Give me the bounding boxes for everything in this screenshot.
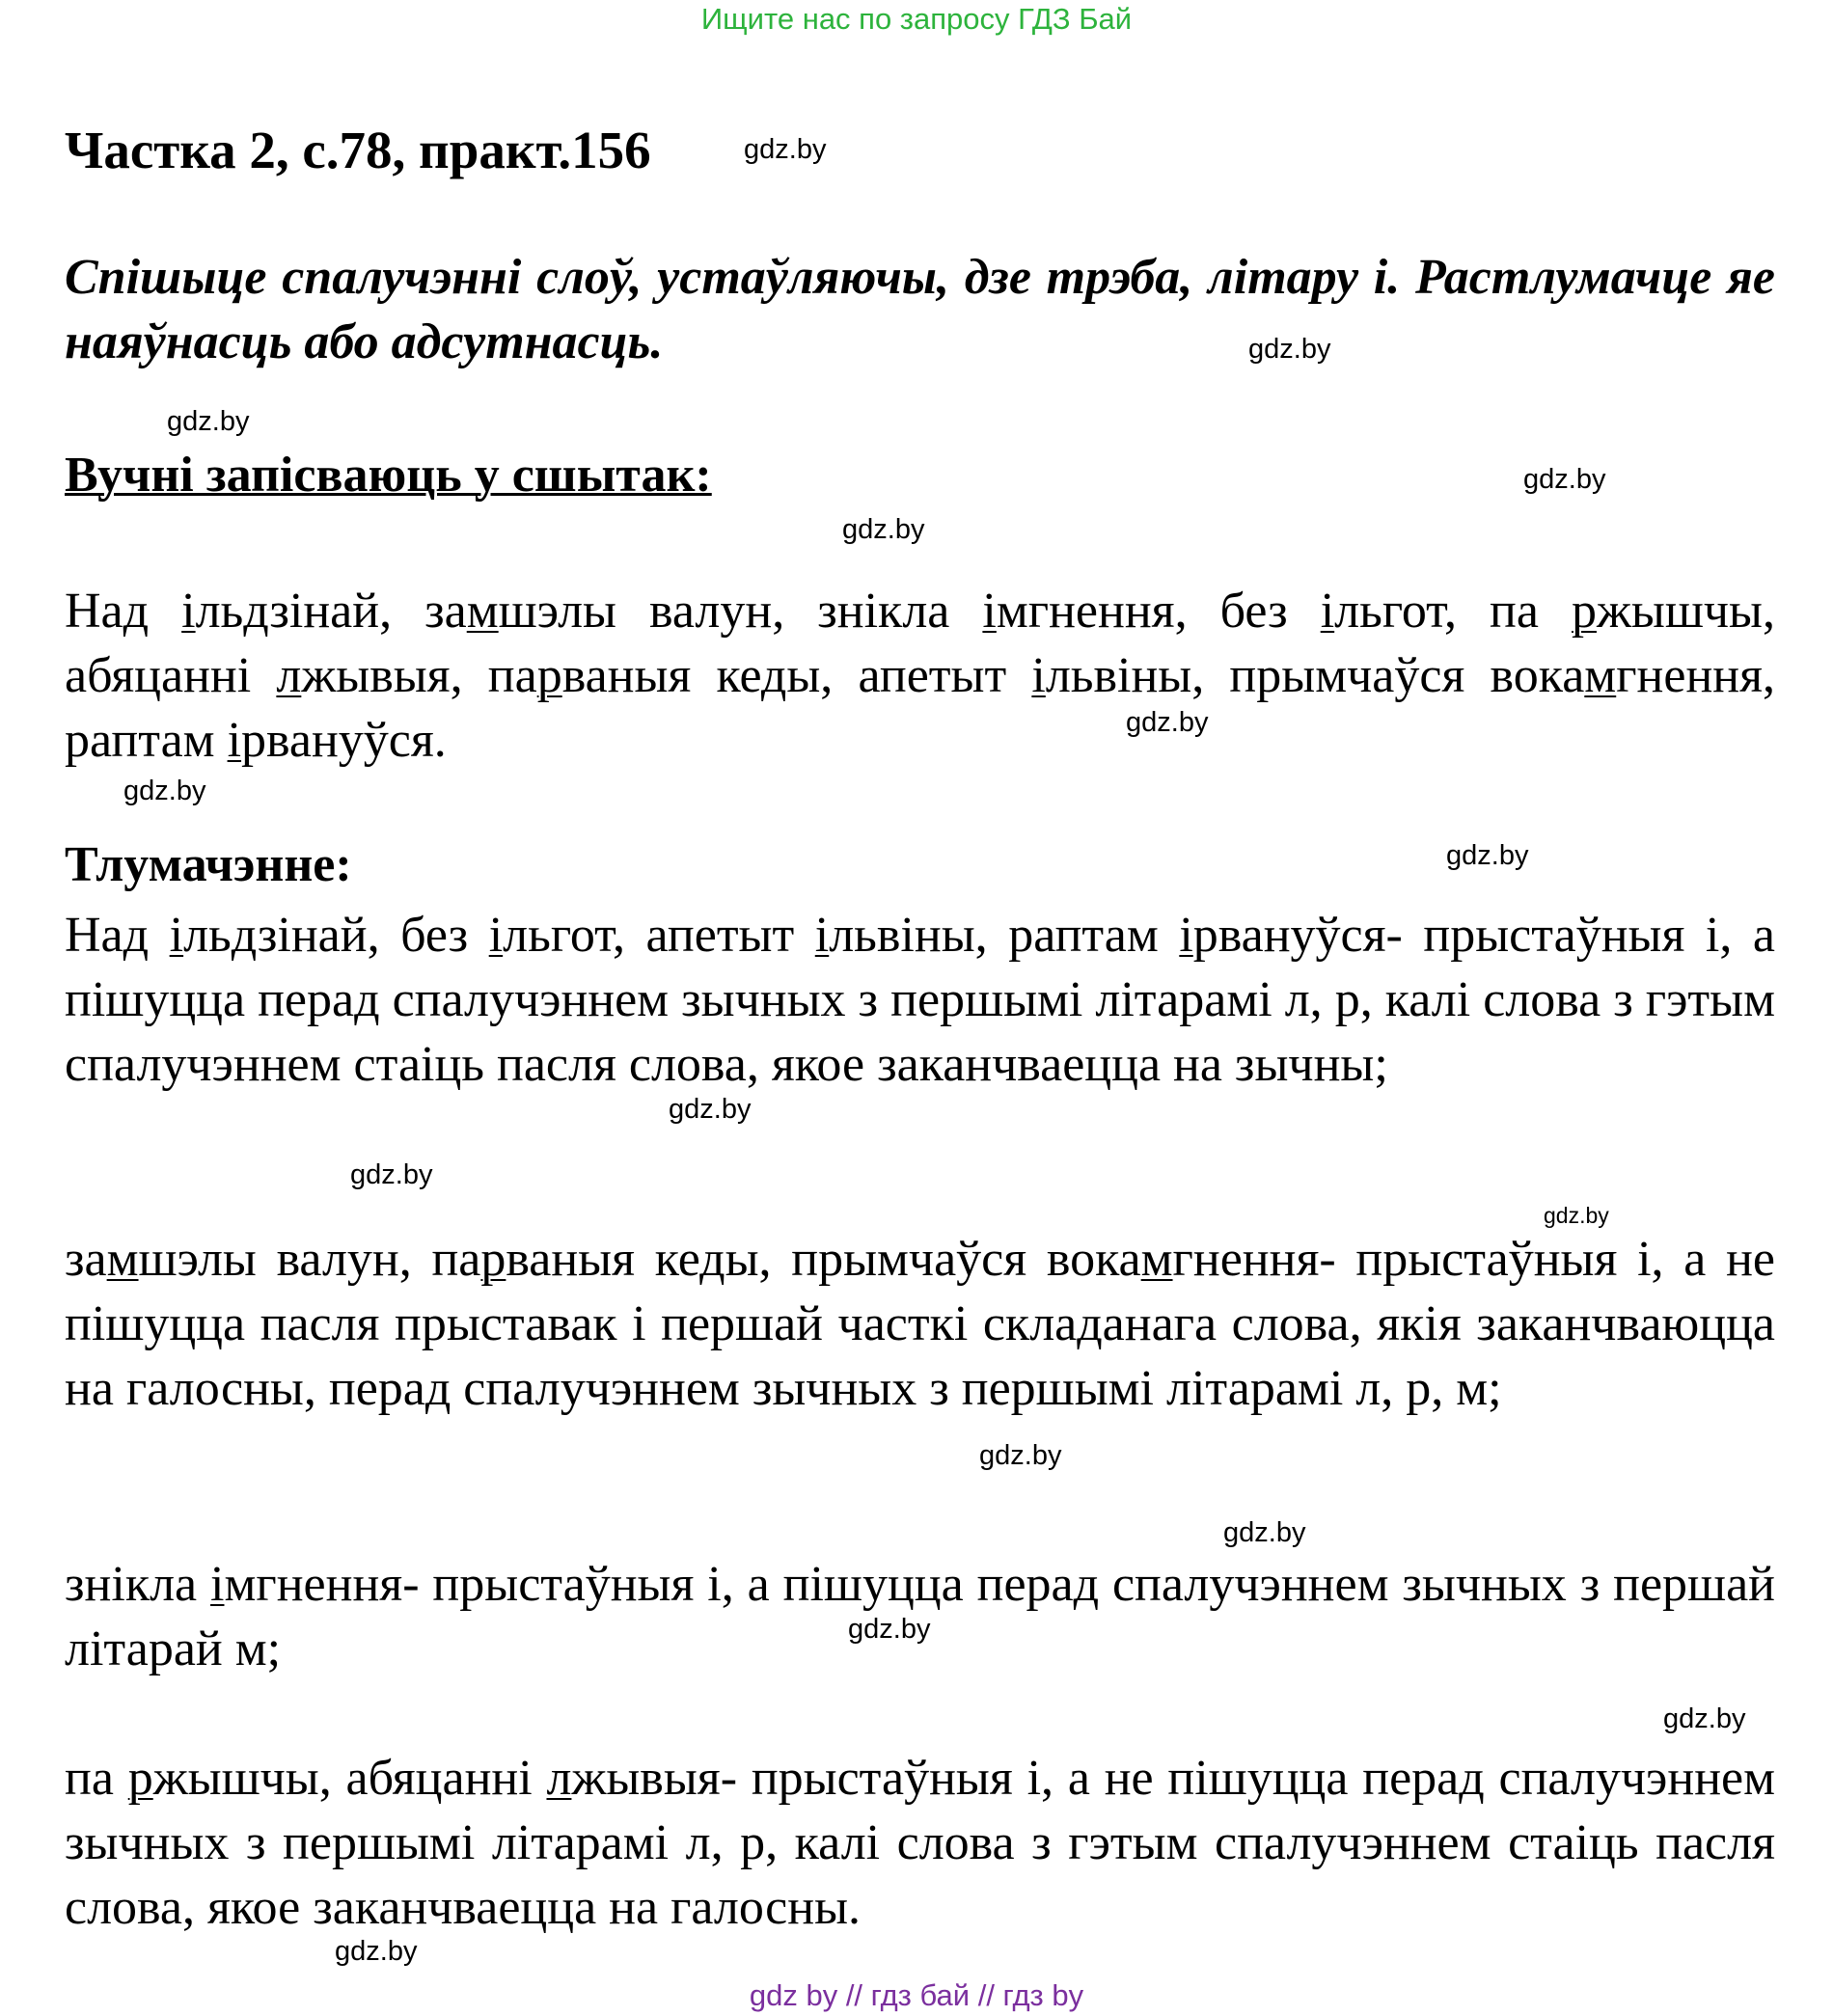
underlined-letter: р xyxy=(536,648,562,703)
watermark: gdz.by xyxy=(335,1936,418,1967)
watermark: gdz.by xyxy=(1523,464,1606,495)
underlined-letter: м xyxy=(466,584,499,639)
watermark: gdz.by xyxy=(350,1159,433,1190)
underlined-letter: л xyxy=(546,1751,572,1806)
underlined-letter: м xyxy=(106,1232,139,1287)
watermark: gdz.by xyxy=(979,1440,1062,1471)
underlined-letter: і xyxy=(1179,908,1193,963)
explanation-paragraph-2: замшэлы валун, парваныя кеды, прымчаўся вокамгнення- прыстаўныя і, а не пішуцца пасля прыставак і першай часткі складанага слова, якія заканчваюцца на галосны, перад спалучэннем зычных з першымі літарамі л, р, м; xyxy=(65,1232,1776,1416)
explanation-paragraph-3: знікла імгнення- прыстаўныя і, а пішуцца перад спалучэннем зычных з першай літарай м; xyxy=(65,1557,1775,1676)
watermark: gdz.by xyxy=(1126,707,1209,738)
watermark: gdz.by xyxy=(1663,1703,1746,1734)
footer-links: gdz by // гдз бай // гдз by xyxy=(749,1978,1084,2012)
underlined-letter: і xyxy=(488,908,504,963)
watermark: gdz.by xyxy=(167,406,250,437)
watermark: gdz.by xyxy=(1248,334,1331,365)
underlined-letter: і xyxy=(814,908,830,963)
underlined-letter: л xyxy=(276,648,302,703)
answer-paragraph: Над ільдзінай, замшэлы валун, знікла імгнення, без ільгот, па ржышчы, абяцанні лжывыя, парваныя кеды, апетыт ільвіны, прымчаўся вокамгнення, раптам ірвануўся. xyxy=(65,584,1776,768)
watermark: gdz.by xyxy=(1544,1203,1609,1228)
underlined-letter: і xyxy=(227,713,242,768)
underlined-letter: і xyxy=(181,584,196,639)
watermark: gdz.by xyxy=(1446,840,1529,871)
page-title: Частка 2, с.78, практ.156 xyxy=(65,121,651,179)
watermark: gdz.by xyxy=(842,514,925,545)
explanation-paragraph-4: па ржышчы, абяцанні лжывыя- прыстаўныя і, а не пішуцца перад спалучэннем зычных з першымі літарамі л, р, калі слова з гэтым спалучэннем стаіць пасля слова, якое заканчваецца на галосны. xyxy=(65,1751,1776,1935)
explanation-heading: Тлумачэнне: xyxy=(65,837,352,892)
watermark: gdz.by xyxy=(669,1094,752,1125)
underlined-letter: м xyxy=(1140,1232,1173,1287)
underlined-letter: і xyxy=(1320,584,1335,639)
students-write-heading: Вучні запісваюць у сшытак: xyxy=(65,448,712,503)
underlined-letter: і xyxy=(210,1557,225,1612)
underlined-letter: і xyxy=(169,908,184,963)
underlined-letter: і xyxy=(982,584,997,639)
watermark: gdz.by xyxy=(744,134,827,165)
explanation-paragraph-1: Над ільдзінай, без ільгот, апетыт ільвіны, раптам ірвануўся- прыстаўныя і, а пішуцца перад спалучэннем зычных з першымі літарамі л, р, калі слова з гэтым спалучэннем стаіць пасля слова, якое заканчваецца на зычны; xyxy=(65,908,1775,1092)
underlined-letter: і xyxy=(1031,648,1046,703)
exercise-task: Спішыце спалучэнні слоў, устаўляючы, дзе трэба, літару і. Растлумачце яе наяўнасць або адсутнасць. xyxy=(65,250,1775,369)
underlined-letter: р xyxy=(127,1751,153,1806)
watermark: gdz.by xyxy=(1223,1517,1306,1548)
underlined-letter: р xyxy=(1572,584,1597,639)
watermark: gdz.by xyxy=(848,1614,931,1645)
underlined-letter: р xyxy=(480,1232,506,1287)
watermark: gdz.by xyxy=(123,776,206,806)
underlined-letter: м xyxy=(1584,648,1617,703)
search-banner: Ищите нас по запросу ГДЗ Бай xyxy=(700,2,1133,36)
